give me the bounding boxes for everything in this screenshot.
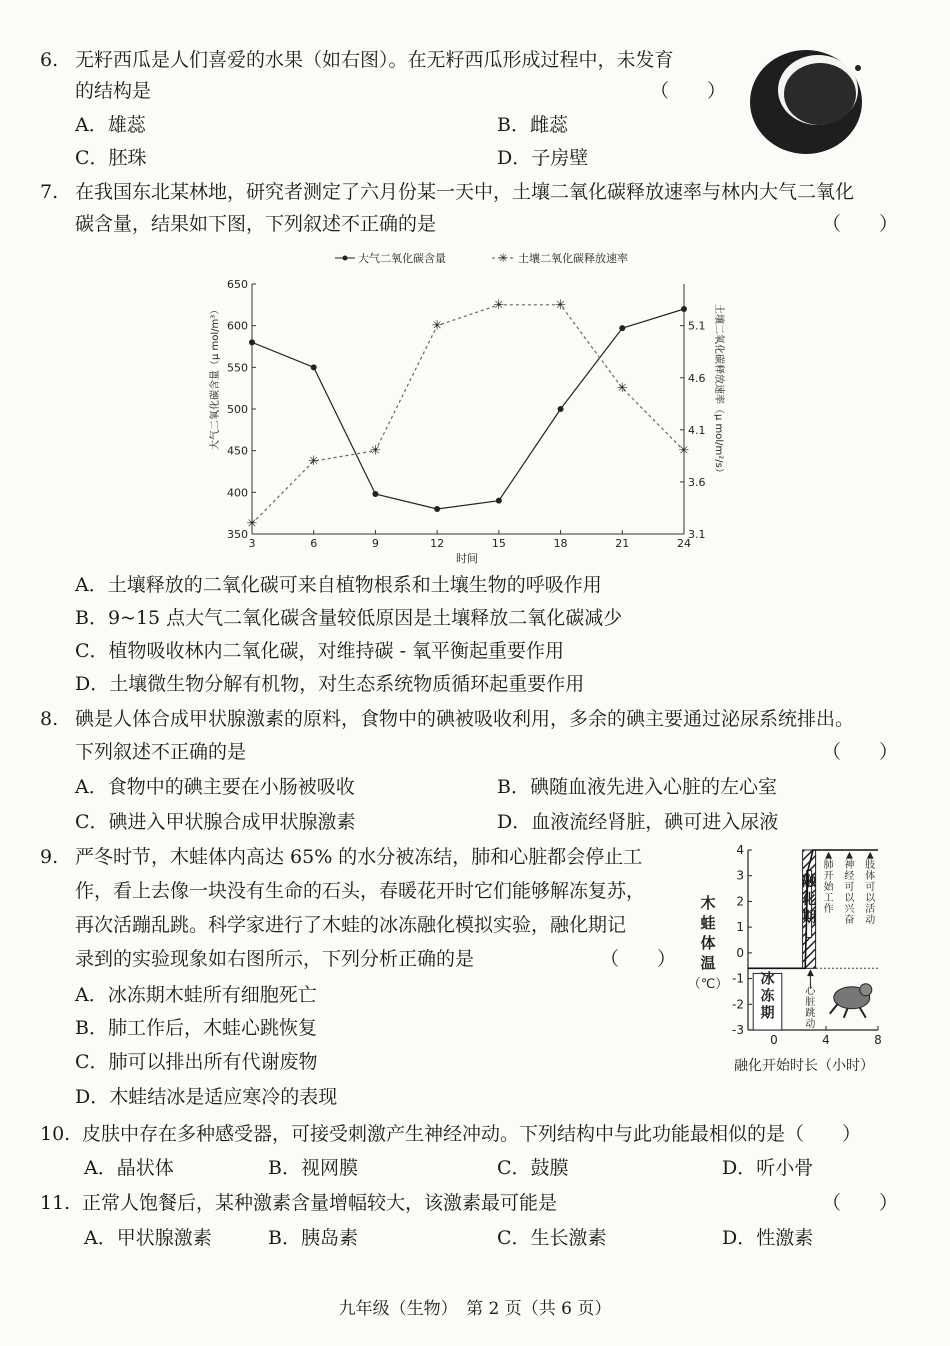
frog-y-label-char: 体 xyxy=(700,934,716,952)
frog-y-tick-label: -3 xyxy=(732,1023,744,1037)
q9-stem-line1: 严冬时节，木蛙体内高达 65% 的水分被冻结，肺和心脏都会停止工 xyxy=(75,846,643,868)
q7-option-a: A．土壤释放的二氧化碳可来自植物根系和土壤生物的呼吸作用 xyxy=(75,574,602,596)
frog-event-label-char: 以 xyxy=(844,893,855,904)
chart-y-right-tick-label: 5.1 xyxy=(688,319,706,333)
frog-event-label-char: 神 xyxy=(844,860,855,871)
q7-option-d: D．土壤微生物分解有机物，对生态系统物质循环起重要作用 xyxy=(75,673,585,695)
q8-option-a: A．食物中的碘主要在小肠被吸收 xyxy=(75,776,355,798)
frog-event-label-char: 肢 xyxy=(865,860,876,871)
q8-answer-bracket: （ ） xyxy=(822,741,899,763)
atm-co2-point xyxy=(434,506,440,512)
frog-event-arrowhead: ▲ xyxy=(866,850,874,861)
atm-co2-point xyxy=(496,498,502,504)
frog-event-label-char: 始 xyxy=(823,882,834,893)
q6-answer-bracket: （ ） xyxy=(650,80,727,102)
frog-temperature-chart xyxy=(688,838,910,1078)
chart-y-left-tick-label: 550 xyxy=(227,361,248,375)
q7-stem-line2: 碳含量，结果如下图，下列叙述不正确的是 xyxy=(75,213,437,235)
frog-y-label-char: 温 xyxy=(700,954,716,972)
soil-co2-point: ✳ xyxy=(308,454,320,470)
chart-y-right-tick-label: 3.1 xyxy=(688,528,706,541)
q8-option-d: D．血液流经肾脏，碘可进入尿液 xyxy=(497,811,779,833)
chart-legend-soil-label: 土壤二氧化碳释放速率 xyxy=(518,252,628,265)
q10-option-b: B．视网膜 xyxy=(268,1157,358,1179)
frog-event-label-char: 活 xyxy=(865,904,876,915)
chart-y-left-tick-label: 600 xyxy=(227,319,248,333)
chart-x-tick-label: 24 xyxy=(677,537,691,550)
chart-x-label: 时间 xyxy=(456,552,478,565)
q11-option-b: B．胰岛素 xyxy=(268,1227,358,1249)
frog-event-label-char: 兴 xyxy=(844,904,855,915)
atm-co2-point xyxy=(372,491,378,497)
page-footer: 九年级（生物） 第 2 页（共 6 页） xyxy=(338,1299,612,1319)
q9-option-d: D．木蛙结冰是适应寒冷的表现 xyxy=(75,1086,338,1108)
q10-option-a: A．晶状体 xyxy=(84,1157,174,1179)
atm-co2-point xyxy=(681,306,687,312)
q9-stem-line3: 再次活蹦乱跳。科学家进行了木蛙的冰冻融化模拟实验，融化期记 xyxy=(75,914,627,936)
frog-melt-label-char: 融 xyxy=(802,874,817,890)
q9-answer-bracket: （ ） xyxy=(600,948,677,970)
chart-y-right-label: 土壤二氧化碳释放速率（μ mol/m²/s） xyxy=(713,304,724,478)
q9-option-b: B．肺工作后，木蛙心跳恢复 xyxy=(75,1017,317,1039)
soil-co2-point: ✳ xyxy=(555,297,567,313)
chart-x-tick-label: 6 xyxy=(310,537,318,550)
frog-y-tick-label: 0 xyxy=(736,945,744,960)
soil-co2-point: ✳ xyxy=(616,381,628,397)
frog-y-tick-label: 3 xyxy=(736,868,744,883)
chart-y-left-tick-label: 650 xyxy=(227,278,248,291)
frog-event-arrowhead: ▲ xyxy=(825,850,833,861)
soil-co2-series-line xyxy=(252,305,684,524)
q9-stem-line2: 作，看上去像一块没有生命的石头，春暖花开时它们能够解冻复苏， xyxy=(75,880,646,902)
q11-number: 11. xyxy=(40,1192,71,1214)
frog-freeze-label-char: 冻 xyxy=(760,988,775,1005)
frog-event-label-char: 作 xyxy=(823,904,834,915)
q8-option-b: B．碘随血液先进入心脏的左心室 xyxy=(497,776,777,798)
q11-stem-line1: 正常人饱餐后，某种激素含量增幅较大，该激素最可能是 xyxy=(82,1192,558,1214)
frog-event-label-char: 开 xyxy=(823,871,834,882)
q8-number: 8. xyxy=(40,708,59,730)
q8-option-c: C．碘进入甲状腺合成甲状腺激素 xyxy=(75,811,356,833)
chart-x-tick-label: 21 xyxy=(615,537,630,550)
chart-y-left-tick-label: 450 xyxy=(227,444,248,458)
frog-head xyxy=(860,984,872,996)
frog-y-tick-label: -2 xyxy=(732,997,744,1012)
frog-event-label-char: 心 xyxy=(805,986,816,997)
q7-answer-bracket: （ ） xyxy=(822,213,899,235)
q7-stem-line1: 在我国东北某林地，研究者测定了六月份某一天中，土壤二氧化碳释放速率与林内大气二氧化 xyxy=(75,181,855,203)
q6-option-c: C．胚珠 xyxy=(75,147,147,169)
frog-event-label-char: 跳 xyxy=(805,1008,816,1019)
frog-y-label-char: 蛙 xyxy=(700,914,716,932)
q9-number: 9. xyxy=(40,846,59,868)
chart-x-tick-label: 3 xyxy=(248,537,256,550)
frog-x-tick-label: 0 xyxy=(770,1033,778,1047)
q8-stem-line1: 碘是人体合成甲状腺激素的原料，食物中的碘被吸收利用，多余的碘主要通过泌尿系统排出。 xyxy=(75,708,855,730)
frog-event-label-char: 动 xyxy=(865,915,876,926)
soil-co2-point: ✳ xyxy=(431,318,443,334)
q6-option-d: D．子房壁 xyxy=(497,147,589,169)
frog-y-tick-label: 1 xyxy=(736,920,744,935)
chart-y-left-tick-label: 350 xyxy=(227,528,248,541)
q11-answer-bracket: （ ） xyxy=(822,1192,899,1214)
frog-y-label-unit: （℃） xyxy=(688,977,729,992)
q6-number: 6. xyxy=(40,49,59,71)
chart-y-right-tick-label: 3.6 xyxy=(688,475,706,489)
chart-legend-atm-label: 大气二氧化碳含量 xyxy=(358,252,446,265)
q6-stem-line1: 无籽西瓜是人们喜爱的水果（如右图）。在无籽西瓜形成过程中，未发育 xyxy=(75,49,674,71)
chart-x-tick-label: 15 xyxy=(491,537,506,550)
q10-stem-line1: 皮肤中存在多种感受器，可接受刺激产生神经冲动。下列结构中与此功能最相似的是（ ） xyxy=(82,1123,862,1145)
q6-stem-line2: 的结构是 xyxy=(75,80,152,102)
q9-option-a: A．冰冻期木蛙所有细胞死亡 xyxy=(75,984,317,1006)
frog-event-label-char: 体 xyxy=(865,871,876,882)
frog-melt-label-char: 化 xyxy=(802,892,817,908)
chart-legend-soil-marker: ✳ xyxy=(497,251,509,265)
frog-y-tick-label: 4 xyxy=(736,843,744,857)
q6-option-b: B．雌蕊 xyxy=(497,114,568,136)
q9-option-c: C．肺可以排出所有代谢废物 xyxy=(75,1051,318,1073)
frog-event-label-char: 以 xyxy=(865,893,876,904)
q10-option-c: C．鼓膜 xyxy=(497,1157,569,1179)
atm-co2-point xyxy=(558,406,564,412)
frog-event-label-char: 可 xyxy=(844,882,855,893)
frog-event-label-char: 经 xyxy=(844,871,855,882)
chart-y-left-label: 大气二氧化碳含量（μ mol/m³） xyxy=(210,304,221,450)
q11-option-a: A．甲状腺激素 xyxy=(84,1227,212,1249)
frog-event-label-char: 可 xyxy=(865,882,876,893)
q7-option-b: B．9~15 点大气二氧化碳含量较低原因是土壤释放二氧化碳减少 xyxy=(75,607,623,629)
soil-co2-point: ✳ xyxy=(369,443,381,459)
chart-x-tick-label: 18 xyxy=(553,537,568,550)
frog-event-arrowhead: ▲ xyxy=(845,850,853,861)
q7-number: 7. xyxy=(40,181,59,203)
frog-freeze-label-char: 期 xyxy=(760,1005,775,1022)
chart-legend-atm-marker xyxy=(343,256,348,261)
chart-x-tick-label: 12 xyxy=(430,537,445,550)
frog-event-label-char: 脏 xyxy=(805,997,816,1008)
atm-co2-point xyxy=(311,364,317,370)
q10-option-d: D．听小骨 xyxy=(722,1157,814,1179)
q11-option-c: C．生长激素 xyxy=(497,1227,607,1249)
atm-co2-point xyxy=(249,339,255,345)
frog-event-arrowhead: ▲ xyxy=(806,967,814,978)
frog-event-label-char: 肺 xyxy=(823,860,834,871)
q11-option-d: D．性激素 xyxy=(722,1227,814,1249)
chart-y-right-tick-label: 4.6 xyxy=(688,371,706,385)
frog-melt-label-char: 期 xyxy=(802,910,817,926)
chart-y-left-tick-label: 400 xyxy=(227,486,248,500)
q10-number: 10. xyxy=(40,1123,71,1145)
frog-freeze-label-char: 冰 xyxy=(760,971,775,988)
chart-y-right-tick-label: 4.1 xyxy=(688,423,706,437)
chart-x-tick-label: 9 xyxy=(371,537,379,550)
frog-event-label-char: 动 xyxy=(805,1019,816,1030)
frog-chart-x-label: 融化开始时长（小时） xyxy=(734,1058,874,1074)
co2-line-chart xyxy=(200,244,740,570)
q6-option-a: A．雄蕊 xyxy=(75,114,146,136)
q8-stem-line2: 下列叙述不正确的是 xyxy=(75,741,247,763)
q9-stem-line4: 录到的实验现象如右图所示，下列分析正确的是 xyxy=(75,948,475,970)
frog-icon xyxy=(830,984,872,1018)
soil-co2-point: ✳ xyxy=(678,443,690,459)
frog-event-label-char: 奋 xyxy=(844,915,855,926)
soil-co2-point: ✳ xyxy=(246,516,258,532)
frog-y-tick-label: 2 xyxy=(736,894,744,909)
soil-co2-point: ✳ xyxy=(493,297,505,313)
frog-x-tick-label: 8 xyxy=(874,1033,882,1047)
atm-co2-point xyxy=(619,325,625,331)
watermelon-illustration xyxy=(746,40,870,158)
frog-event-label-char: 工 xyxy=(823,893,834,904)
chart-y-left-tick-label: 500 xyxy=(227,403,248,416)
atm-co2-series-line xyxy=(252,309,684,509)
frog-y-tick-label: -1 xyxy=(732,971,744,986)
frog-x-tick-label: 4 xyxy=(822,1033,830,1047)
q7-option-c: C．植物吸收林内二氧化碳，对维持碳 - 氧平衡起重要作用 xyxy=(75,640,565,662)
frog-y-label-char: 木 xyxy=(700,894,716,912)
